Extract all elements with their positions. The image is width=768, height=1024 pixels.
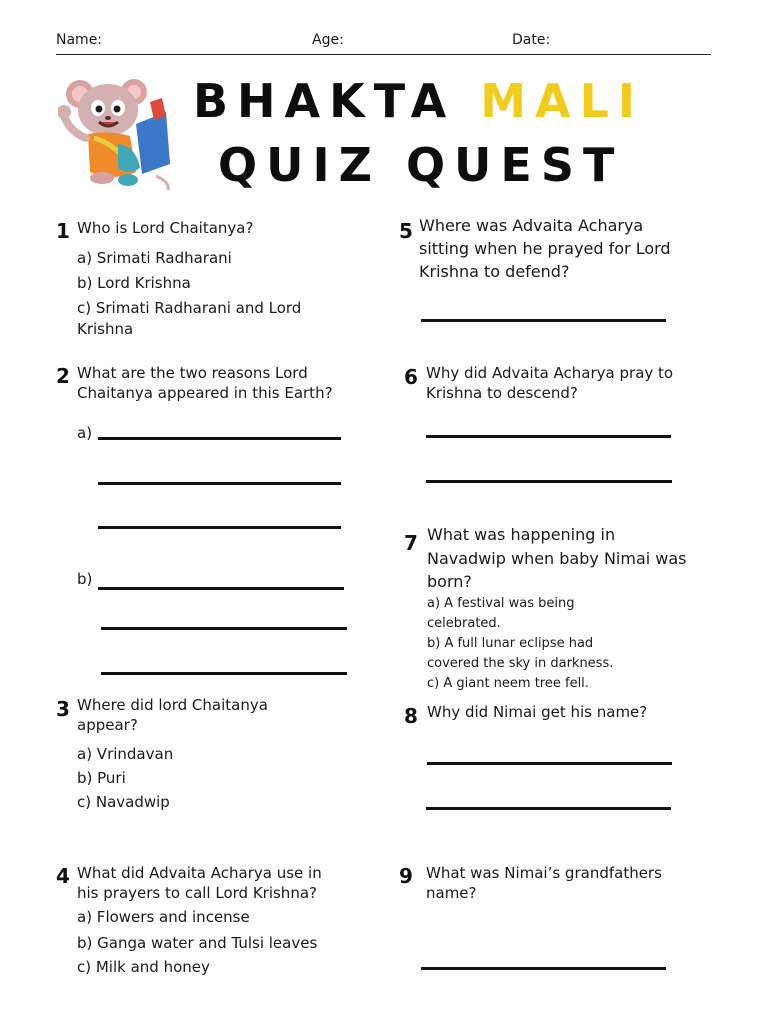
question-3-option-b: b) Puri [77,769,126,787]
name-label: Name: [56,32,103,48]
question-2-text-line-1: What are the two reasons Lord [77,364,308,382]
question-8-text: Why did Nimai get his name? [427,703,648,721]
question-7-number: 7 [404,531,418,555]
answer-line[interactable] [101,627,347,630]
question-2-label-a: a) [77,424,93,442]
answer-line[interactable] [98,526,341,529]
answer-line[interactable] [98,437,341,440]
question-4-option-b: b) Ganga water and Tulsi leaves [77,934,318,952]
answer-line[interactable] [101,672,347,675]
title-line-1 [193,74,644,128]
age-label: Age: [312,32,344,48]
question-5-number: 5 [399,219,413,243]
question-4-text-line-1: What did Advaita Acharya use in [77,864,322,882]
title-line-2: QUIZ QUEST [218,138,624,192]
answer-line[interactable] [427,762,672,765]
answer-line[interactable] [98,587,344,590]
title-mali: MALI [480,74,645,128]
question-2-text-line-2: Chaitanya appeared in this Earth? [77,384,333,402]
mascot-illustration [58,72,176,192]
question-9-text-line-2: name? [426,884,477,902]
question-3-number: 3 [56,697,70,721]
question-7-option-a-cont: celebrated. [427,616,501,631]
question-7-option-b: b) A full lunar eclipse had [427,636,594,651]
question-7-option-a: a) A festival was being [427,596,575,611]
answer-line[interactable] [98,482,341,485]
date-label: Date: [512,32,551,48]
question-8-number: 8 [404,704,418,728]
question-7-option-c: c) A giant neem tree fell. [427,676,589,691]
question-7-text-line-1: What was happening in [427,525,616,544]
question-6-number: 6 [404,365,418,389]
question-4-number: 4 [56,864,70,888]
question-4-text-line-2: his prayers to call Lord Krishna? [77,884,317,902]
answer-line[interactable] [426,480,672,483]
question-7-text-line-2: Navadwip when baby Nimai was [427,549,687,568]
question-9-text-line-1: What was Nimai’s grandfathers [426,864,662,882]
question-7-option-b-cont: covered the sky in darkness. [427,656,614,671]
answer-line[interactable] [421,967,666,970]
question-3-option-c: c) Navadwip [77,793,170,811]
question-1-number: 1 [56,219,70,243]
question-3-text-line-2: appear? [77,716,138,734]
question-6-text-line-1: Why did Advaita Acharya pray to [426,364,674,382]
question-1-text: Who is Lord Chaitanya? [77,219,254,237]
question-2-number: 2 [56,364,70,388]
question-1-option-c-cont: Krishna [77,320,134,338]
answer-line[interactable] [421,319,666,322]
question-1-option-c: c) Srimati Radharani and Lord [77,299,302,317]
question-5-text-line-1: Where was Advaita Acharya [419,216,644,235]
question-7-text-line-3: born? [427,572,472,591]
question-9-number: 9 [399,864,413,888]
question-1-option-b: b) Lord Krishna [77,274,191,292]
question-5-text-line-3: Krishna to defend? [419,262,570,281]
question-5-text-line-2: sitting when he prayed for Lord [419,239,671,258]
question-2-label-b: b) [77,570,93,588]
answer-line[interactable] [426,807,671,810]
header-rule [56,54,711,55]
question-3-option-a: a) Vrindavan [77,745,174,763]
question-4-option-c: c) Milk and honey [77,958,210,976]
title-bhakta: BHAKTA [193,74,456,128]
answer-line[interactable] [426,435,671,438]
question-6-text-line-2: Krishna to descend? [426,384,578,402]
question-4-option-a: a) Flowers and incense [77,908,250,926]
question-3-text-line-1: Where did lord Chaitanya [77,696,268,714]
question-1-option-a: a) Srimati Radharani [77,249,232,267]
